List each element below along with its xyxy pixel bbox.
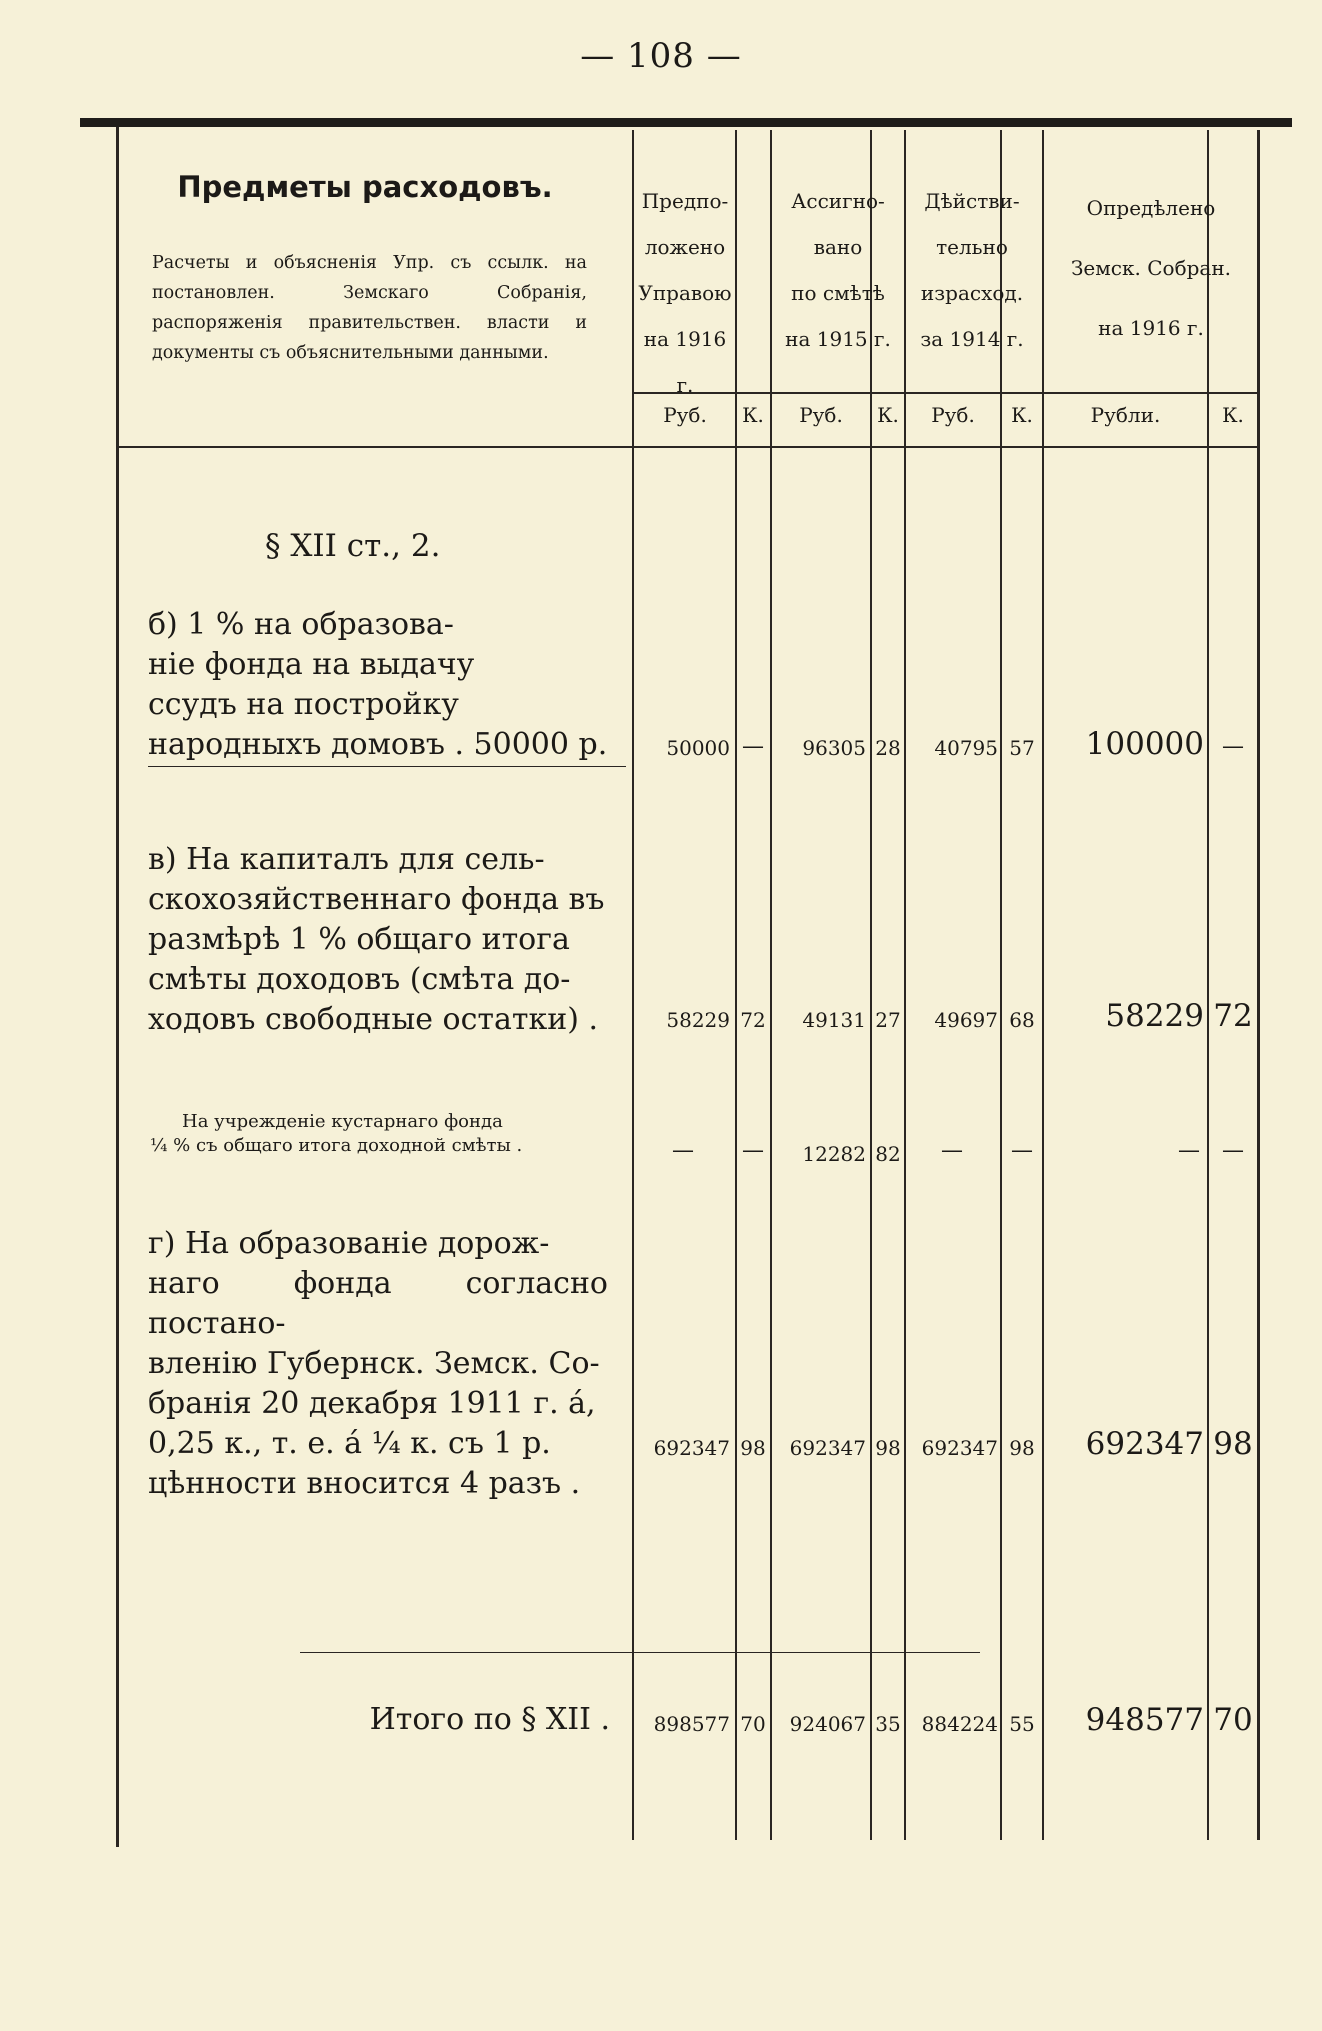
row-b-approved-kop: —	[1222, 734, 1244, 759]
page-number: — 108 —	[580, 36, 742, 76]
header-bottom-rule	[118, 446, 1259, 448]
header-assigned: Ассигно- вано по смѣтѣ на 1915 г.	[785, 189, 891, 351]
row-kustar-assigned-rub: 12282	[802, 1142, 866, 1166]
total-assigned-kop: 35	[875, 1712, 901, 1736]
row-kustar-assigned-kop: 82	[875, 1142, 901, 1166]
total-rule	[300, 1652, 980, 1653]
row-v-text: в) На капиталъ для сель- скохозяйственнаго фонда въ размѣрѣ 1 % общаго итога смѣты доходовъ (смѣта до- ходовъ свободные остатки) .	[148, 842, 605, 1037]
total-spent-rub: 884224	[921, 1712, 998, 1736]
unit-kop: К.	[742, 403, 764, 427]
row-b-text: б) 1 % на образова- ніе фонда на выдачу ссудъ на постройку народныхъ домовъ . 50000 р.	[148, 607, 608, 762]
row-g-approved-kop: 98	[1213, 1426, 1253, 1462]
column-title: Предметы расходовъ.	[177, 170, 553, 204]
unit-rub: Руб.	[931, 403, 975, 427]
row-v-approved-rub: 58229	[1105, 998, 1204, 1034]
row-v-spent-rub: 49697	[934, 1008, 998, 1032]
row-v-assigned-rub: 49131	[802, 1008, 866, 1032]
header-approved: Опредѣлено Земск. Собран. на 1916 г.	[1070, 196, 1232, 340]
left-border	[116, 127, 119, 1847]
col-divider	[1207, 130, 1209, 1840]
col-divider	[1000, 130, 1002, 1840]
header-spent: Дѣйстви- тельно израсход. за 1914 г.	[920, 189, 1024, 351]
col-divider	[904, 130, 906, 1840]
row-v-assigned-kop: 27	[875, 1008, 901, 1032]
total-assigned-rub: 924067	[789, 1712, 866, 1736]
row-g-proposed-kop: 98	[740, 1436, 766, 1460]
row-kustar-spent-rub: —	[941, 1138, 963, 1163]
col-divider	[735, 130, 737, 1840]
row-g-approved-rub: 692347	[1085, 1426, 1204, 1462]
row-kustar-proposed-rub: —	[672, 1138, 694, 1163]
right-border	[1257, 130, 1260, 1840]
unit-rub: Руб.	[799, 403, 843, 427]
unit-kop: К.	[877, 403, 899, 427]
col-divider	[1042, 130, 1044, 1840]
row-v-approved-kop: 72	[1213, 998, 1253, 1034]
row-kustar-proposed-kop: —	[742, 1138, 764, 1163]
row-b-approved-rub: 100000	[1085, 726, 1204, 762]
total-label: Итого по § XII .	[369, 1702, 610, 1737]
unit-rub: Руб.	[663, 403, 707, 427]
row-g-spent-kop: 98	[1009, 1436, 1035, 1460]
unit-rubli: Рубли.	[1090, 403, 1161, 427]
row-v-proposed-rub: 58229	[666, 1008, 730, 1032]
row-kustar-spent-kop: —	[1011, 1138, 1033, 1163]
row-kustar-approved-kop: —	[1222, 1138, 1244, 1163]
header-proposed: Предпо- ложено Управою на 1916 г.	[638, 189, 732, 397]
col-divider	[632, 130, 634, 1840]
row-g-assigned-kop: 98	[875, 1436, 901, 1460]
unit-kop: К.	[1011, 403, 1033, 427]
row-b-assigned-kop: 28	[875, 736, 901, 760]
row-g-spent-rub: 692347	[921, 1436, 998, 1460]
total-approved-rub: 948577	[1085, 1702, 1204, 1738]
row-v-spent-kop: 68	[1009, 1008, 1035, 1032]
top-rule	[80, 118, 1292, 127]
col-divider	[770, 130, 772, 1840]
row-b-spent-rub: 40795	[934, 736, 998, 760]
row-b-proposed-rub: 50000	[666, 736, 730, 760]
row-g-proposed-rub: 692347	[653, 1436, 730, 1460]
row-g-assigned-rub: 692347	[789, 1436, 866, 1460]
col-divider	[870, 130, 872, 1840]
row-v-proposed-kop: 72	[740, 1008, 766, 1032]
row-b-proposed-kop: —	[742, 734, 764, 759]
underline-rule	[148, 766, 626, 767]
total-proposed-kop: 70	[740, 1712, 766, 1736]
total-approved-kop: 70	[1213, 1702, 1253, 1738]
row-g-text: г) На образованіе дорож- наго фонда согласно постано- вленію Губернск. Земск. Со- бранія 20 декабря 1911 г. á, 0,25 к., т. е. á ¼ к. съ 1 р. цѣнности вносится 4 разъ .	[148, 1226, 608, 1501]
row-b-spent-kop: 57	[1009, 736, 1035, 760]
row-kustar-approved-rub: —	[1178, 1138, 1200, 1163]
total-spent-kop: 55	[1009, 1712, 1035, 1736]
section-title: § XII ст., 2.	[265, 528, 441, 564]
row-b-assigned-rub: 96305	[802, 736, 866, 760]
row-kustar-text: На учрежденіе кустарнаго фонда ¼ % съ общаго итога доходной смѣты .	[150, 1111, 523, 1156]
total-proposed-rub: 898577	[653, 1712, 730, 1736]
column-subtitle: Расчеты и объясненія Упр. съ ссылк. на постановлен. Земскаго Собранія, распоряженія правительствен. власти и документы съ объяснительными данными.	[152, 253, 587, 363]
unit-kop: К.	[1222, 403, 1244, 427]
